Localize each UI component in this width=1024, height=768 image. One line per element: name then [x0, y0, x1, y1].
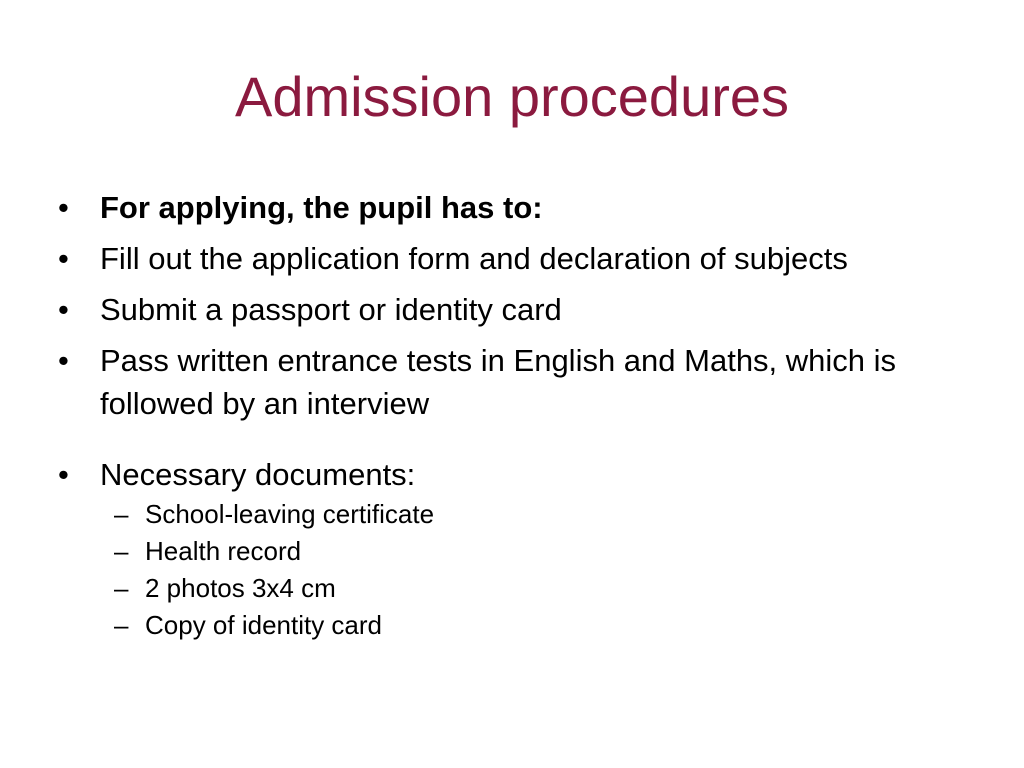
- document-item: [100, 496, 998, 533]
- bullet-item-applying: [58, 186, 998, 229]
- bullet-text: Submit a passport or identity card: [100, 292, 562, 327]
- bullet-item-application-form: [58, 237, 998, 280]
- document-text: Health record: [145, 536, 302, 566]
- dash-icon: –: [114, 499, 129, 529]
- dash-icon: –: [114, 573, 129, 603]
- bullet-icon: •: [58, 241, 69, 276]
- bullet-icon: •: [58, 292, 69, 327]
- bullet-item-passport: [58, 288, 998, 331]
- bullet-text: Fill out the application form and declaration of subjects: [100, 241, 848, 276]
- document-item: [100, 570, 998, 607]
- dash-icon: –: [114, 536, 129, 566]
- document-item: [100, 533, 998, 570]
- document-text: School-leaving certificate: [145, 499, 435, 529]
- bullet-text: For applying, the pupil has to:: [100, 190, 543, 225]
- bullet-item-documents: [58, 453, 998, 644]
- document-item: [100, 607, 998, 644]
- document-text: Copy of identity card: [145, 610, 383, 640]
- bullet-item-entrance-tests: [58, 339, 998, 425]
- documents-list: [100, 496, 998, 644]
- slide-title: Admission procedures: [234, 65, 790, 128]
- dash-icon: –: [114, 610, 129, 640]
- bullet-text: Pass written entrance tests in English and Maths, which is followed by an interview: [100, 343, 897, 421]
- bullet-icon: •: [58, 457, 69, 492]
- bullet-list: [58, 186, 998, 652]
- bullet-icon: •: [58, 343, 69, 378]
- document-text: 2 photos 3x4 cm: [145, 573, 336, 603]
- bullet-text: Necessary documents:: [100, 457, 416, 492]
- bullet-icon: •: [58, 190, 69, 225]
